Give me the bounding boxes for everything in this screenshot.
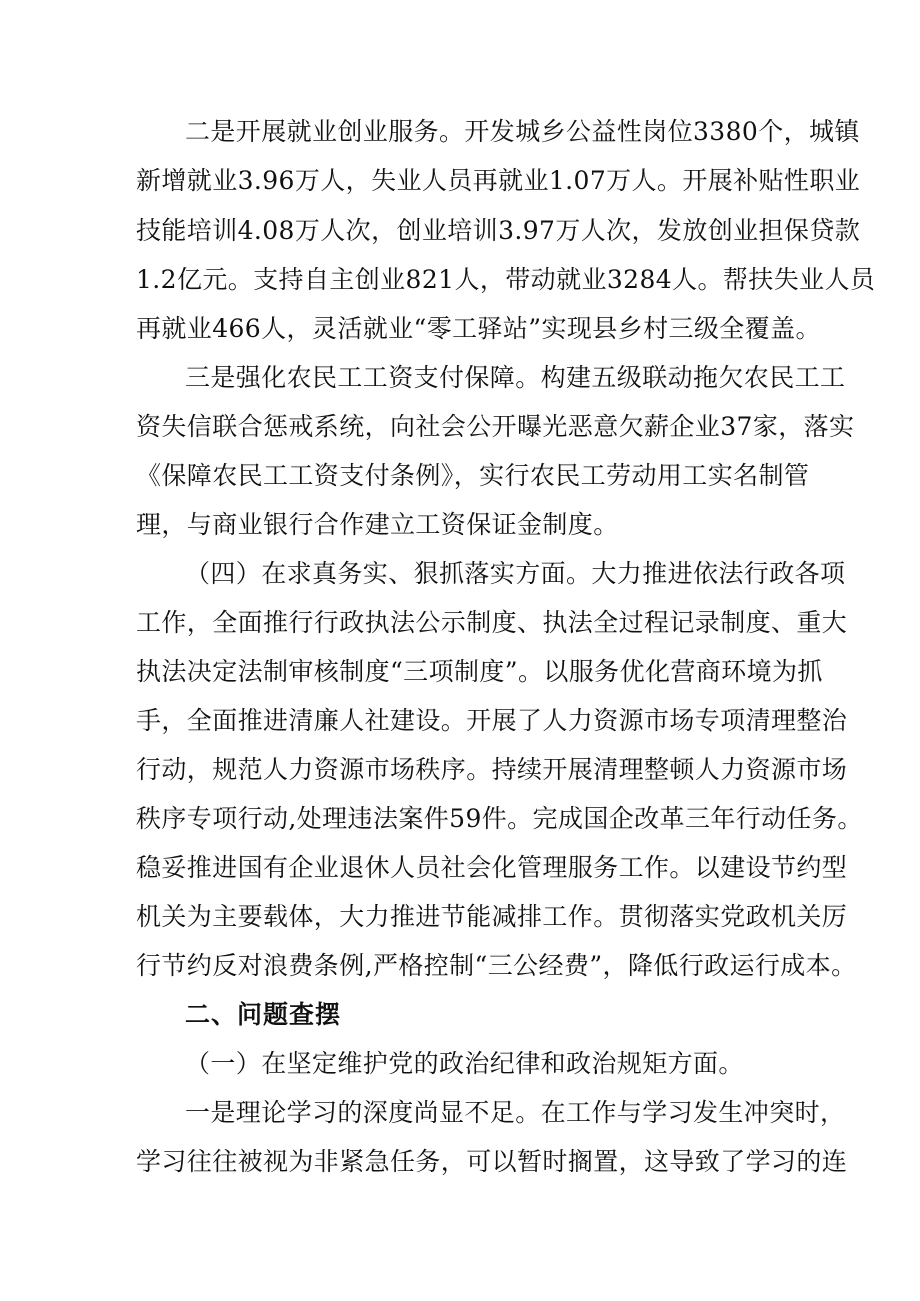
text-line: 二是开展就业创业服务。开发城乡公益性岗位3380个，城镇 (185, 117, 860, 146)
text-line: 再就业466人，灵活就业“零工驿站”实现县乡村三级全覆盖。 (136, 314, 821, 343)
text-line: 一是理论学习的深度尚显不足。在工作与学习发生冲突时， (185, 1098, 846, 1127)
text-line: （一）在坚定维护党的政治纪律和政治规矩方面。 (185, 1049, 744, 1078)
text-line: 行动，规范人力资源市场秩序。持续开展清理整顿人力资源市场 (136, 755, 848, 784)
text-line: 理，与商业银行合作建立工资保证金制度。 (136, 510, 619, 539)
section-heading: 二、问题查摆 (185, 1000, 342, 1029)
text-line: 学习往往被视为非紧急任务，可以暂时搁置，这导致了学习的连 (136, 1147, 848, 1176)
text-line: 1.2亿元。支持自主创业821人，带动就业3284人。帮扶失业人员 (136, 265, 876, 294)
text-line: 秩序专项行动,处理违法案件59件。完成国企改革三年行动任务。 (136, 804, 863, 833)
text-line: 行节约反对浪费条例,严格控制“三公经费”，降低行政运行成本。 (136, 951, 857, 980)
text-line: 工作，全面推行行政执法公示制度、执法全过程记录制度、重大 (136, 608, 848, 637)
text-line: 稳妥推进国有企业退休人员社会化管理服务工作。以建设节约型 (136, 853, 848, 882)
text-line: 三是强化农民工工资支付保障。构建五级联动拖欠农民工工 (185, 363, 846, 392)
text-line: 执法决定法制审核制度“三项制度”。以服务优化营商环境为抓 (136, 657, 823, 686)
text-line: 手，全面推进清廉人社建设。开展了人力资源市场专项清理整治 (136, 706, 848, 735)
text-line: 机关为主要载体，大力推进节能减排工作。贯彻落实党政机关厉 (136, 902, 848, 931)
text-line: 新增就业3.96万人，失业人员再就业1.07万人。开展补贴性职业 (136, 166, 861, 195)
text-line: （四）在求真务实、狠抓落实方面。大力推进依法行政各项 (185, 559, 846, 588)
text-line: 资失信联合惩戒系统，向社会公开曝光恶意欠薪企业37家，落实 (136, 412, 855, 441)
text-line: 《保障农民工工资支付条例》，实行农民工劳动用工实名制管 (136, 461, 810, 490)
text-line: 技能培训4.08万人次，创业培训3.97万人次，发放创业担保贷款 (136, 216, 861, 245)
